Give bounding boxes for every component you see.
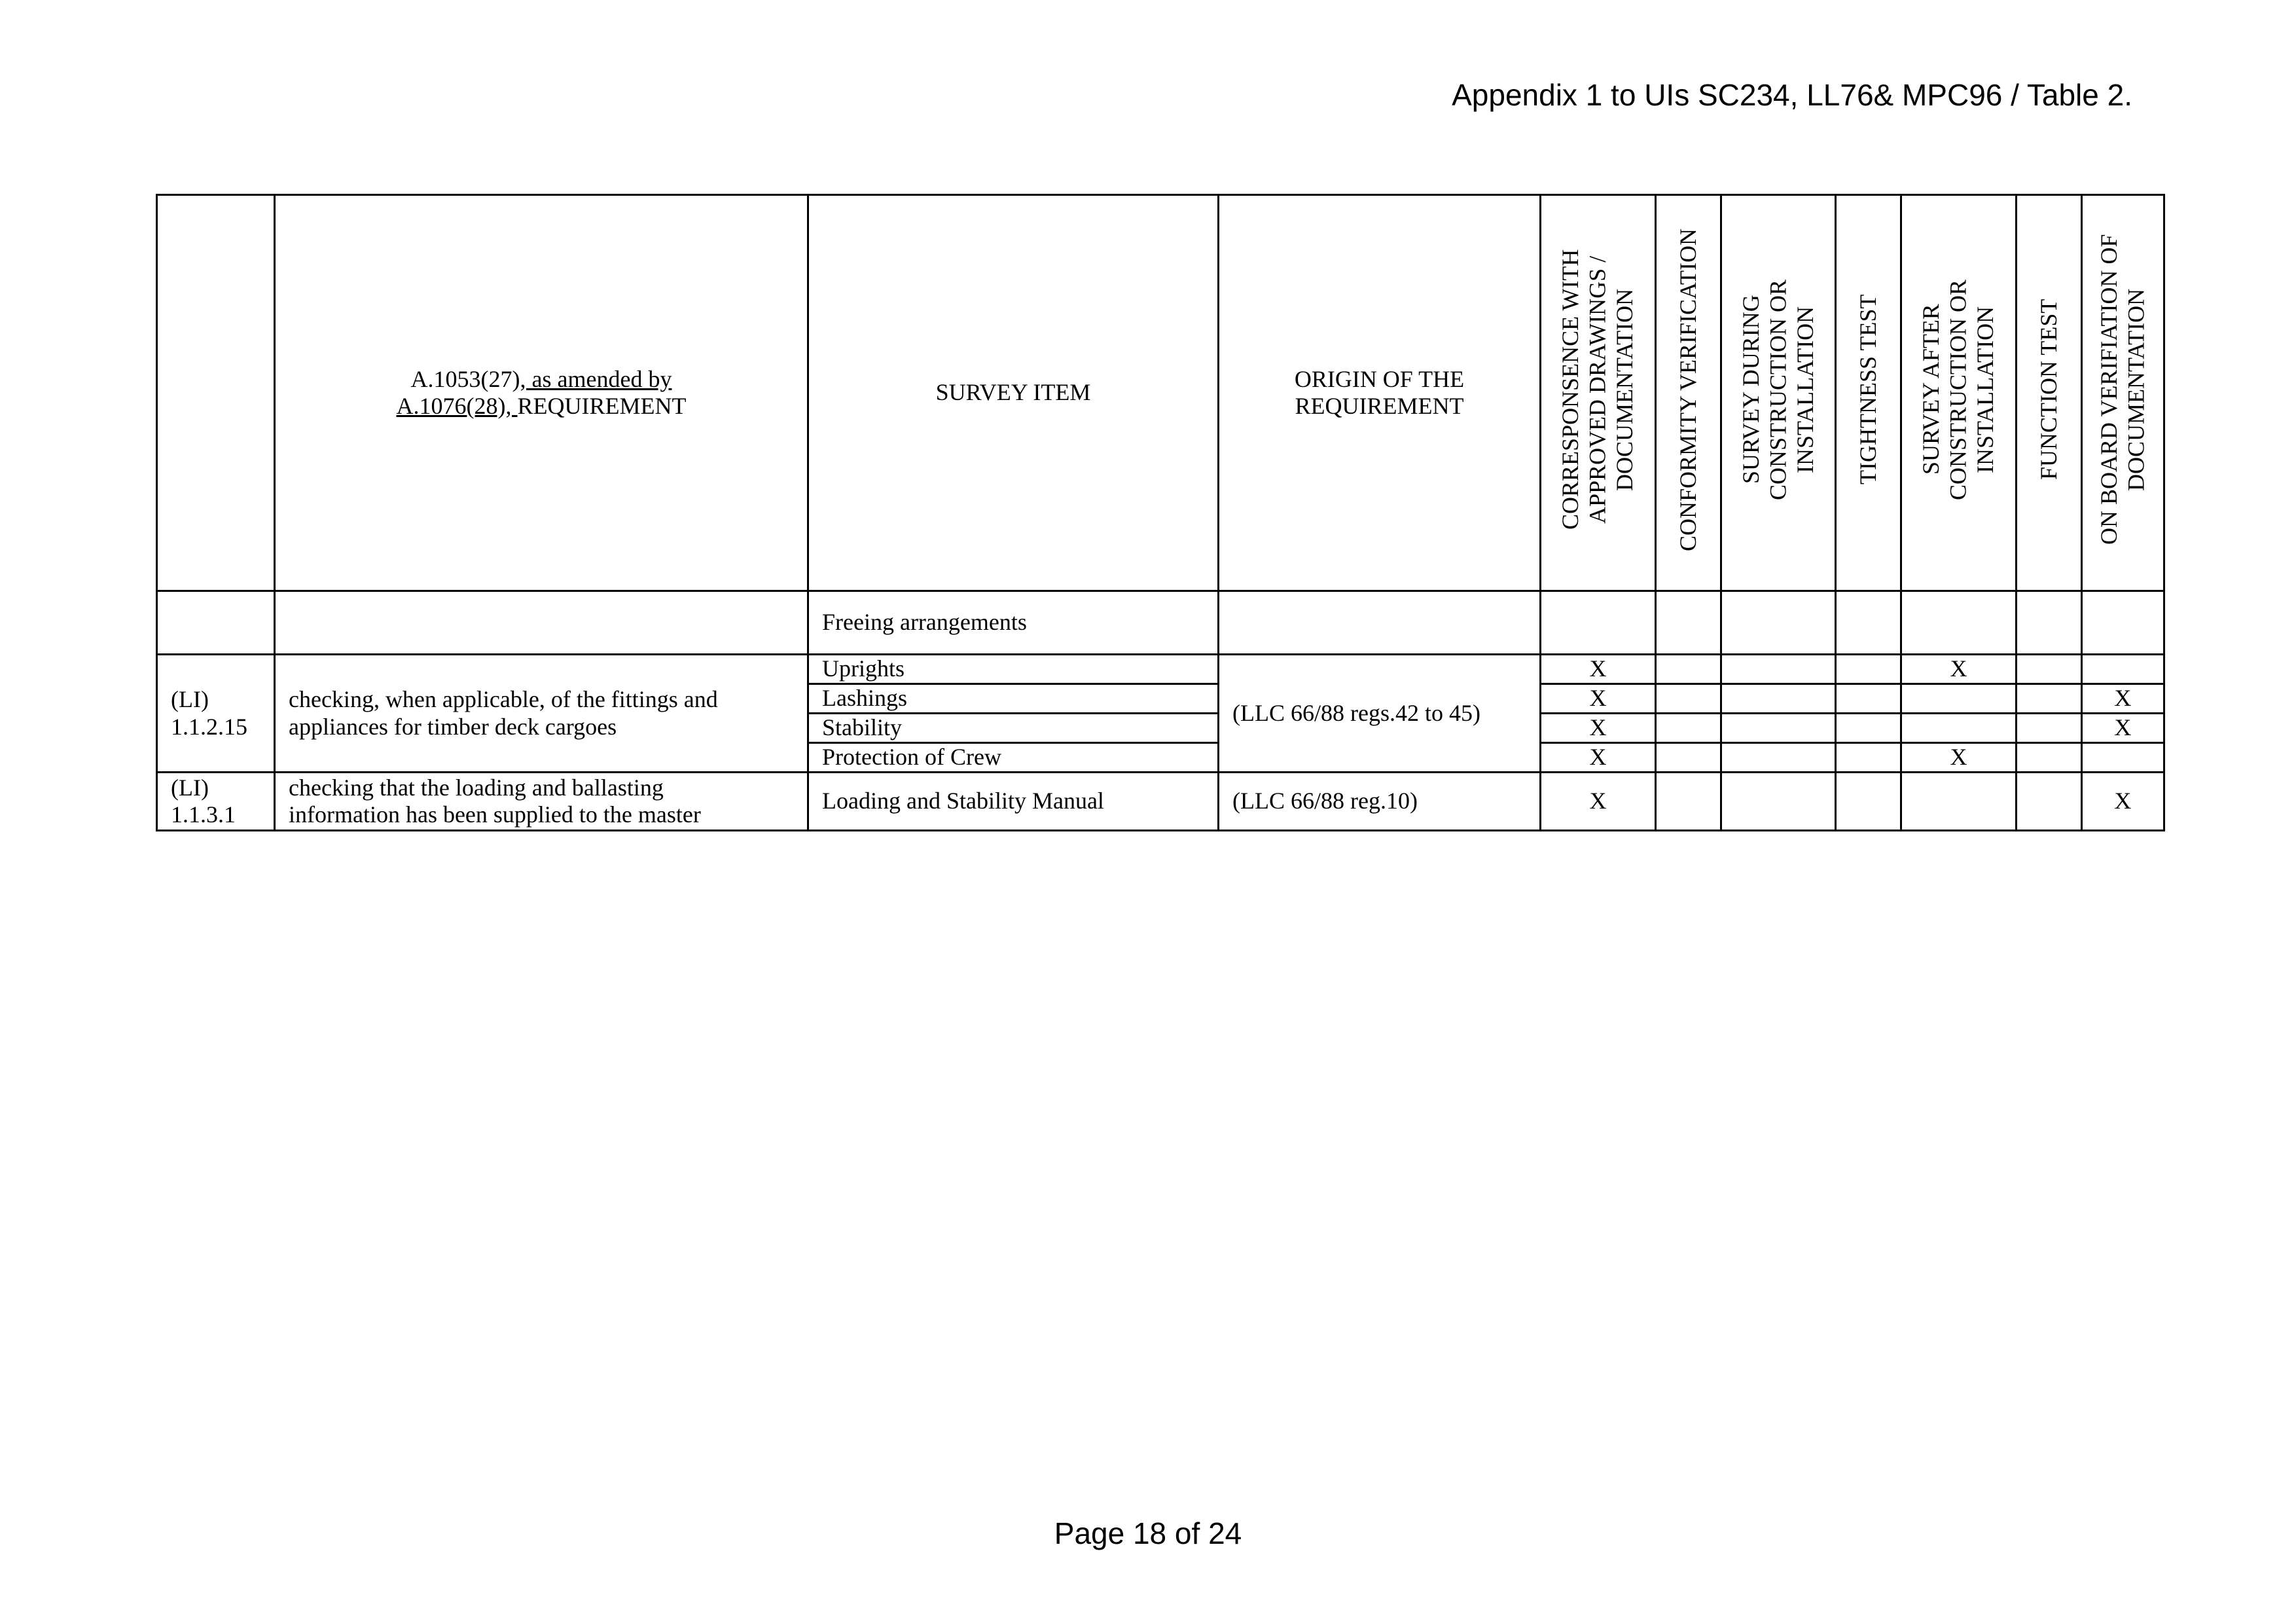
mark-cell [1721, 773, 1836, 831]
header-row [157, 195, 2164, 591]
table-cell [1656, 591, 1721, 655]
mark-cell [1721, 743, 1836, 773]
survey-item-cell: Stability [808, 714, 1219, 743]
table-row [157, 773, 2164, 831]
mark-cell: X [2082, 684, 2164, 714]
header-requirement-amended: , as amended by [520, 365, 672, 392]
requirement-cell [275, 773, 808, 831]
header-conformity [1656, 195, 1721, 591]
survey-item-cell: Protection of Crew [808, 743, 1219, 773]
table-cell [1219, 591, 1541, 655]
header-requirement [275, 195, 808, 591]
header-survey-during-text: SURVEY DURING CONSTRUCTION OR INSTALLATION [1737, 279, 1818, 500]
mark-cell [2017, 773, 2082, 831]
table-cell [1721, 591, 1836, 655]
header-requirement-amend-code: A.1076(28), [396, 393, 518, 419]
header-function-test [2017, 195, 2082, 591]
header-requirement-code: A.1053(27) [410, 365, 520, 392]
mark-cell [1721, 684, 1836, 714]
header-origin-text: ORIGIN OF THE REQUIREMENT [1294, 365, 1465, 419]
header-function-test-text: FUNCTION TEST [2035, 299, 2062, 481]
table-cell [275, 591, 808, 655]
requirement-cell [275, 655, 808, 773]
origin-cell: (LLC 66/88 reg.10) [1219, 773, 1541, 831]
table-cell [157, 591, 275, 655]
table-cell [2017, 591, 2082, 655]
survey-item-cell: Loading and Stability Manual [808, 773, 1219, 831]
header-ref-cell [157, 195, 275, 591]
survey-requirements-table [156, 194, 2165, 831]
document-reference: Appendix 1 to UIs SC234, LL76& MPC96 / Table 2. [1452, 78, 2132, 112]
header-survey-after-text: SURVEY AFTER CONSTRUCTION OR INSTALLATION [1918, 279, 1999, 500]
mark-cell [2017, 684, 2082, 714]
mark-cell [1901, 714, 2017, 743]
mark-cell [1656, 655, 1721, 684]
page-number: Page 18 of 24 [1054, 1516, 1242, 1550]
mark-cell [1656, 773, 1721, 831]
mark-cell [2082, 743, 2164, 773]
mark-cell: X [1541, 773, 1656, 831]
survey-item-cell: Lashings [808, 684, 1219, 714]
mark-cell [2017, 655, 2082, 684]
mark-cell [2082, 655, 2164, 684]
mark-cell [1836, 655, 1901, 684]
header-requirement-word: REQUIREMENT [517, 393, 687, 419]
ref-number: 1.1.3.1 [171, 801, 236, 828]
mark-cell [1901, 773, 2017, 831]
mark-cell: X [1541, 714, 1656, 743]
header-correspondence [1541, 195, 1656, 591]
table-cell [1541, 591, 1656, 655]
ref-prefix: (LI) [171, 774, 209, 801]
table-row [157, 591, 2164, 655]
mark-cell [1836, 743, 1901, 773]
mark-cell: X [1901, 743, 2017, 773]
header-onboard-verification-text: ON BOARD VERIFIATION OF DOCUMENTATION [2096, 234, 2149, 545]
header-survey-after [1901, 195, 2017, 591]
mark-cell: X [1541, 743, 1656, 773]
mark-cell: X [1541, 655, 1656, 684]
mark-cell [1721, 655, 1836, 684]
table-cell [1901, 591, 2017, 655]
requirement-text-line: information has been supplied to the master [289, 801, 701, 828]
mark-cell [1656, 743, 1721, 773]
mark-cell [1901, 684, 2017, 714]
requirement-text-line: appliances for timber deck cargoes [289, 713, 617, 740]
header-tightness [1836, 195, 1901, 591]
table-cell [2082, 591, 2164, 655]
origin-cell: (LLC 66/88 regs.42 to 45) [1219, 655, 1541, 773]
mark-cell [2017, 714, 2082, 743]
ref-number: 1.1.2.15 [171, 713, 247, 740]
mark-cell [1836, 684, 1901, 714]
header-survey-item: SURVEY ITEM [808, 195, 1219, 591]
requirement-text-line: checking that the loading and ballasting [289, 774, 664, 801]
header-origin [1219, 195, 1541, 591]
mark-cell [1656, 684, 1721, 714]
table-row [157, 655, 2164, 684]
header-correspondence-text: CORRESPONSENCE WITH APPROVED DRAWINGS / DOCUMENTATION [1557, 249, 1638, 530]
ref-prefix: (LI) [171, 686, 209, 713]
header-survey-during [1721, 195, 1836, 591]
header-tightness-text: TIGHTNESS TEST [1854, 295, 1881, 485]
mark-cell [1836, 773, 1901, 831]
table-cell [1836, 591, 1901, 655]
ref-cell [157, 773, 275, 831]
mark-cell: X [1901, 655, 2017, 684]
survey-item-cell: Uprights [808, 655, 1219, 684]
mark-cell: X [1541, 684, 1656, 714]
mark-cell: X [2082, 714, 2164, 743]
header-onboard-verification [2082, 195, 2164, 591]
ref-cell [157, 655, 275, 773]
mark-cell: X [2082, 773, 2164, 831]
survey-item-cell: Freeing arrangements [808, 591, 1219, 655]
mark-cell [1836, 714, 1901, 743]
mark-cell [2017, 743, 2082, 773]
mark-cell [1721, 714, 1836, 743]
header-conformity-text: CONFORMITY VERIFICATION [1674, 228, 1701, 551]
requirement-text-line: checking, when applicable, of the fittings and [289, 686, 718, 713]
mark-cell [1656, 714, 1721, 743]
